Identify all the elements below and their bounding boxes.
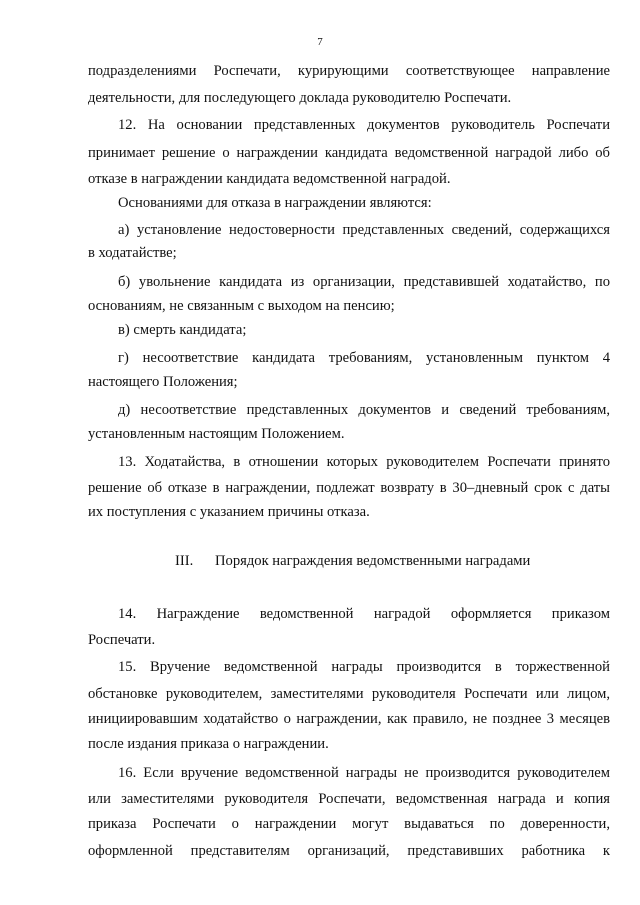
text-line: подразделениями Роспечати, курирующими соответствующее направление [88,63,610,79]
text-line: 13. Ходатайства, в отношении которых руководителем Роспечати принято [118,454,610,470]
text-line: деятельности, для последующего доклада руководителю Роспечати. [88,90,512,106]
text-line: инициировавшим ходатайство о награждении, как правило, не позднее 3 месяцев [88,711,610,727]
text-line: отказе в награждении кандидата ведомственной наградой. [88,171,451,187]
text-line: оформленной представителям организаций, представивших работника к [88,843,610,859]
text-line: настоящего Положения; [88,374,238,390]
text-line: после издания приказа о награждении. [88,736,329,752]
text-line: приказа Роспечати о награждении могут выдаваться по доверенности, [88,816,610,832]
text-line: в) смерть кандидата; [118,322,247,338]
section-number: III. [175,553,194,569]
text-line: основаниям, не связанным с выходом на пенсию; [88,298,395,314]
page-number: 7 [317,36,323,48]
text-line: Основаниями для отказа в награждении являются: [118,195,432,211]
text-line: установленным настоящим Положением. [88,426,345,442]
text-line: решение об отказе в награждении, подлежат возврату в 30–дневный срок с даты [88,480,610,496]
text-line: 16. Если вручение ведомственной награды не производится руководителем [118,765,610,781]
text-line: 15. Вручение ведомственной награды производится в торжественной [118,659,610,675]
text-line: Роспечати. [88,632,156,648]
text-line: их поступления с указанием причины отказа. [88,504,370,520]
text-line: б) увольнение кандидата из организации, представившей ходатайство, по [118,274,610,290]
section-title: Порядок награждения ведомственными наградами [215,553,531,569]
text-line: в ходатайстве; [88,245,177,261]
text-line: принимает решение о награждении кандидата ведомственной наградой либо об [88,145,610,161]
text-line: д) несоответствие представленных документов и сведений требованиям, [118,402,610,418]
text-line: 14. Награждение ведомственной наградой оформляется приказом [118,606,610,622]
text-line: г) несоответствие кандидата требованиям, установленным пунктом 4 [118,350,610,366]
text-line: или заместителями руководителя Роспечати, ведомственная награда и копия [88,791,610,807]
text-line: обстановке руководителем, заместителями руководителя Роспечати или лицом, [88,686,610,702]
text-line: а) установление недостоверности представленных сведений, содержащихся [118,222,610,238]
text-line: 12. На основании представленных документов руководитель Роспечати [118,117,610,133]
